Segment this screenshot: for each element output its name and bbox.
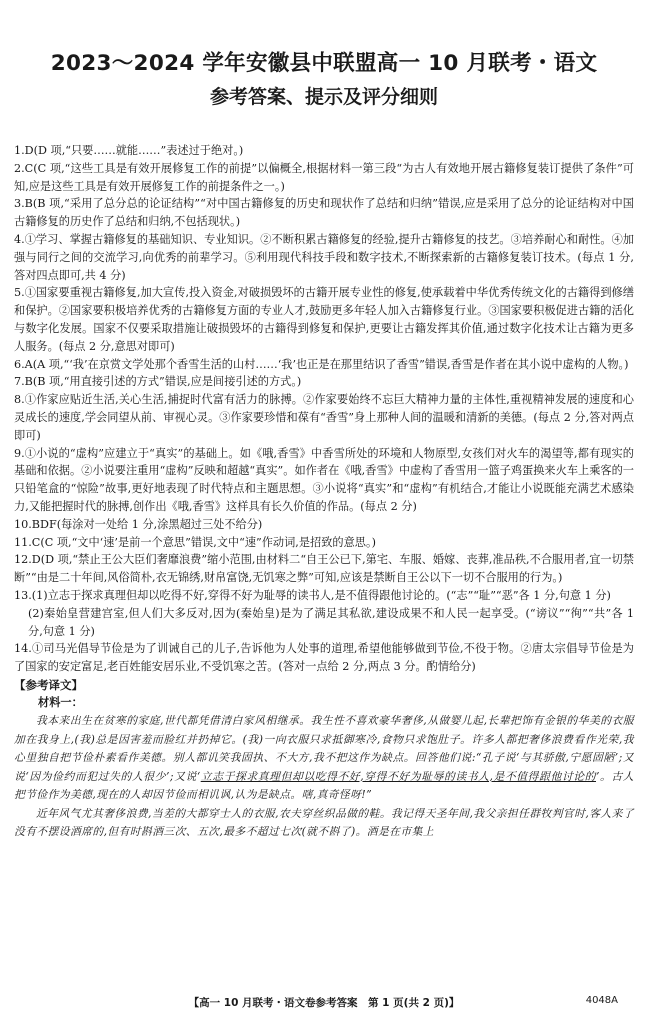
material-one-title: 材料一： — [38, 695, 83, 709]
answer-6: 6.A(A 项,“‘我’在京赏文学处那个香雪生活的山村……‘我’也正是在那里结识了香雪”错误,香雪是作者在其小说中虚构的人物。) — [14, 357, 629, 371]
underlined-sentence: 立志于探求真理但却以吃得不好,穿得不好为耻辱的读书人,是不值得跟他讨论的 — [200, 769, 596, 783]
answer-8: 8.①作家应贴近生活,关心生活,捕捉时代富有活力的脉搏。②作家要始终不忘巨大精神力量的主体性,重视精神发展的速度和心灵成长的速度,学会同望从前、审视心灵。③作家要珍惜和葆有“香雪”身上那种人间的温暖和清新的美德。(每点 2 分,答对两点即可) — [14, 393, 634, 442]
translation-paragraph-2: 近年风气尤其奢侈浪费,当差的大都穿士人的衣服,农夫穿丝织品做的鞋。我记得天圣年间,我父亲担任群牧判官时,客人来了没有不摆设酒席的,但有时斟酒三次、五次,最多不超过七次(就不斟了)。酒是在市集上 — [14, 806, 634, 839]
footer-code: 4048A — [585, 995, 618, 1006]
answer-2: 2.C(C 项,“这些工具是有效开展修复工作的前提”以偏概全,根据材料一第三段“为古人有效地开展古籍修复装订提供了条件”可知,应是这些工具是有效开展修复工作的前提条件之一。) — [14, 161, 634, 193]
answer-13-1: 13.(1)立志于探求真理但却以吃得不好,穿得不好为耻辱的读书人,是不值得跟他讨论的。(“志”“耻”“恶”各 1 分,句意 1 分) — [14, 588, 611, 602]
translation-heading: 【参考译文】 — [14, 677, 83, 692]
answer-13-2: (2)秦始皇营建宫室,但人们大多反对,因为(秦始皇)是为了满足其私欲,建设成果不和人民一起享受。(“谤议”“徇”“共”各 1 分,句意 1 分) — [28, 606, 634, 638]
page-title: 2023～2024 学年安徽县中联盟高一 10 月联考・语文 — [50, 51, 598, 76]
translation-text: ’。古人把节俭作为美德,现在的人却因节俭而相讥讽,认为是缺点。嗐,真奇怪呀!” — [14, 769, 634, 802]
answer-5: 5.①国家要重视古籍修复,加大宣传,投入资金,对破损毁坏的古籍开展专业性的修复,使承载着中华优秀传统文化的古籍得到修缮和保护。②国家要积极培养优秀的古籍修复方面的专业人才,鼓励更多年轻人加入古籍修复行业。③国家要积极促进古籍的活化与数字化发展。国家不仅要采取措施让破损毁坏的古籍得到修复和保护,更要让古籍发挥其价值,通过数字化技术让古籍为更多人服务。(每点 2 分,意思对即可) — [14, 286, 634, 353]
answer-12: 12.D(D 项,“禁止王公大臣们奢靡浪费”缩小范围,由材料二“自王公已下,第宅、车服、婚嫁、丧葬,准品秩,不合服用者,宜一切禁断”“由是二十年间,风俗简朴,衣无锦绣,财帛富饶,无饥寒之弊”可知,应该是禁断自王公以下一切不合服用的行为。) — [14, 553, 634, 585]
answers-body — [14, 142, 634, 842]
page-footer — [0, 995, 648, 1013]
answer-14: 14.①司马光倡导节俭是为了训诫自己的儿子,告诉他为人处事的道理,希望他能够做到节俭,不役于物。②唐太宗倡导节俭是为了国家的安定富足,老百姓能安居乐业,不受饥寒之苦。(答对一点给 2 分,两点 3 分。酌情给分) — [14, 642, 634, 674]
footer-page-info: 【高一 10 月联考・语文卷参考答案 第 1 页(共 2 页)】 — [188, 997, 460, 1009]
answer-7: 7.B(B 项,“用直接引述的方式”错误,应是间接引述的方式。) — [14, 375, 302, 389]
translation-paragraph-1 — [14, 712, 634, 805]
answer-1: 1.D(D 项,“只要……就能……”表述过于绝对。) — [14, 144, 244, 157]
answer-4: 4.①学习、掌握古籍修复的基础知识、专业知识。②不断积累古籍修复的经验,提升古籍修复的技艺。③培养耐心和耐性。④加强与同行之间的交流学习,向优秀的前辈学习。⑤利用现代科技手段和数字技术,不断探索新的古籍修复装订技术。(每点 1 分,答对四点即可,共 4 分) — [14, 232, 634, 282]
translation-text: 我本来出生在贫寒的家庭,世代都凭借清白家风相继承。我生性不喜欢豪华奢侈,从做婴儿起,长辈把饰有金银的华美的衣服加在我身上,(我)总是因害羞而脸红并扔掉它。(我)一向衣服只求抵御寒冷,食物只求饱肚子。许多人都把奢侈浪费看作光荣,我心里独自把节俭朴素看作美德。别人都讥笑我固执、不大方,我不把这作为缺点。回答他们说:“孔子说‘与其骄傲,宁愿固陋’;又说‘因为俭约而犯过失的人很少’;又说‘ — [14, 713, 634, 783]
answer-11: 11.C(C 项,“文中‘速’是前一个意思”错误,文中“速”作动词,是招致的意思。) — [14, 535, 376, 549]
answer-9: 9.①小说的“虚构”应建立于“真实”的基础上。如《哦,香雪》中香雪所处的环境和人物原型,女孩们对火车的渴望等,都有现实的基础和依据。②小说要注重用“虚构”反映和超越“真实”。如作者在《哦,香雪》中虚构了香雪用一篮子鸡蛋换来火车上乘客的一只铅笔盒的“惊险”故事,更好地表现了时代特点和主题思想。③小说将“真实”和“虚构”有机结合,才能让小说既能充满艺术感染力,又能把握时代的脉搏,创作出《哦,香雪》这样具有长久价值的作品。(每点 2 分) — [14, 446, 634, 513]
answer-10: 10.BDF(每涂对一处给 1 分,涂黑超过三处不给分) — [14, 517, 263, 531]
page-subtitle: 参考答案、提示及评分细则 — [209, 86, 438, 108]
answer-3: 3.B(B 项,“采用了总分总的论证结构”“对中国古籍修复的历史和现状作了总结和归纳”错误,应是采用了总分的论证结构对中国古籍修复的历史作了总结和归纳,不包括现状。) — [14, 197, 634, 229]
